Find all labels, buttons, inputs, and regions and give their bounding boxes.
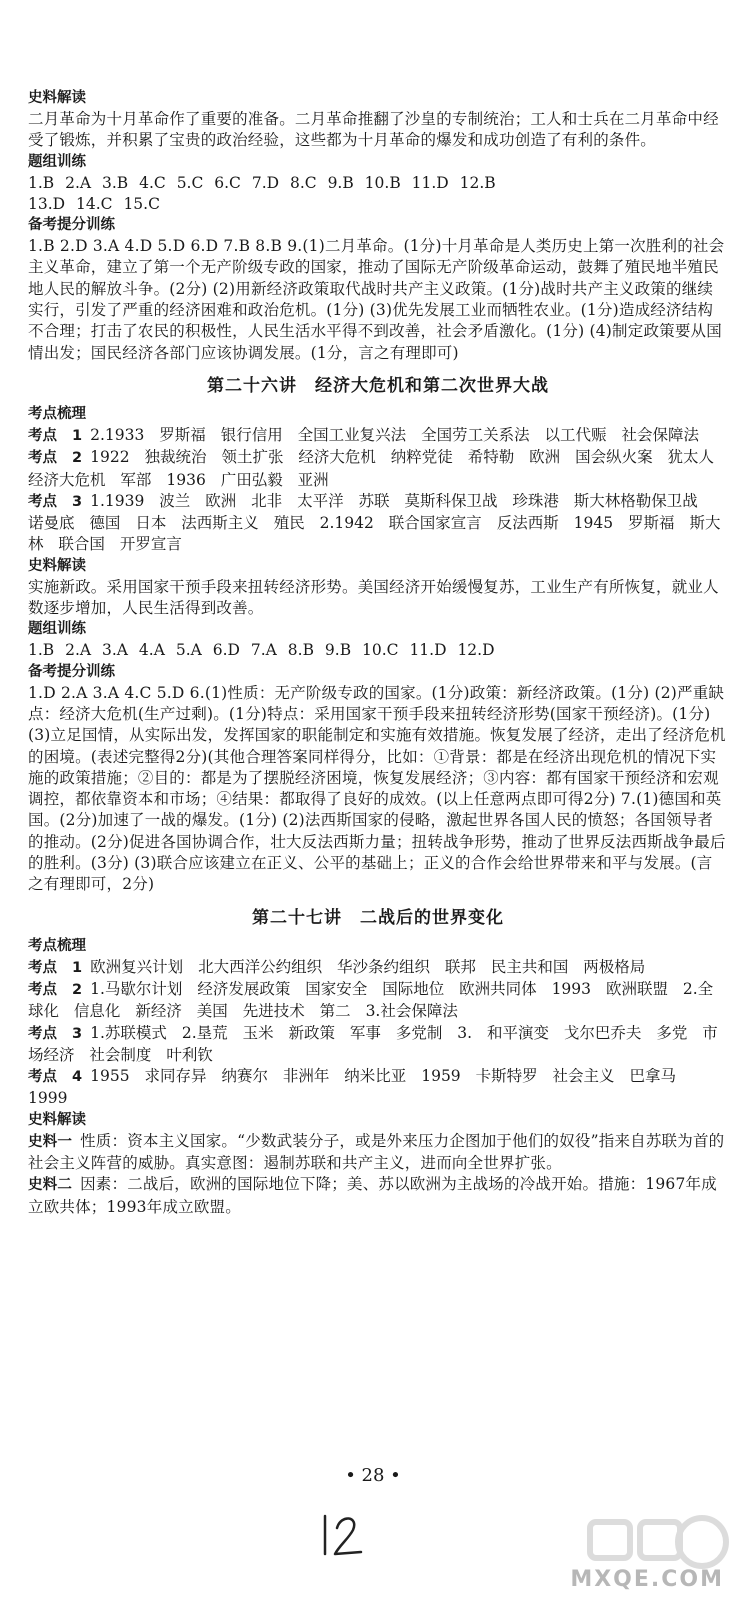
page-number: • 28 • — [345, 1465, 401, 1486]
paragraph: 实施新政。采用国家干预手段来扭转经济形势。美国经济开始缓慢复苏，工业生产有所恢复，就业人数逐步增加，人民生活得到改善。 — [28, 577, 719, 618]
kaodian-item — [28, 957, 728, 979]
kaodian-label: 考点 2 — [28, 450, 83, 467]
section-heading: 史料解读 — [28, 1111, 86, 1128]
shiliao-text: 因素：二战后，欧洲的国际地位下降；美、苏以欧洲为主战场的冷战开始。措施：1967年成立欧共体；1993年成立欧盟。 — [28, 1175, 717, 1216]
watermark-text: MXQE.COM — [570, 1567, 724, 1592]
kaodian-label: 考点 2 — [28, 981, 83, 998]
section-heading: 史料解读 — [28, 90, 86, 106]
lecture-title: 第二十六讲 经济大危机和第二次世界大战 — [207, 375, 549, 396]
kaodian-text: 欧洲复兴计划 北大西洋公约组织 华沙条约组织 联邦 民主共和国 两极格局 — [90, 957, 646, 976]
section-heading: 考点梳理 — [28, 937, 86, 954]
answer-line: 1.B 2.A 3.B 4.C 5.C 6.C 7.D 8.C 9.B 10.B 11.D 12.B — [28, 173, 496, 192]
kaodian-text: 2.1933 罗斯福 银行信用 全国工业复兴法 全国劳工关系法 以工代赈 社会保障法 — [90, 425, 699, 444]
kaodian-text: 1.马歇尔计划 经济发展政策 国家安全 国际地位 欧洲共同体 1993 欧洲联盟 2.全球化 信息化 新经济 美国 先进技术 第二 3.社会保障法 — [28, 979, 714, 1021]
kaodian-item — [28, 425, 728, 447]
shiliao-item — [28, 1174, 728, 1218]
shiliao-label: 史料一 — [28, 1133, 73, 1150]
handwritten-12-icon — [315, 1508, 371, 1560]
kaodian-label: 考点 4 — [28, 1069, 83, 1086]
kaodian-item — [28, 979, 728, 1023]
shiliao-label: 史料二 — [28, 1177, 73, 1194]
kaodian-label: 考点 3 — [28, 1025, 83, 1042]
kaodian-text: 1.苏联模式 2.垦荒 玉米 新政策 军事 多党制 3. 和平演变 戈尔巴乔夫 多党 市场经济 社会制度 叶利钦 — [28, 1023, 718, 1064]
kaodian-item — [28, 447, 728, 491]
answer-line: 13.D 14.C 15.C — [28, 194, 160, 213]
answer-page — [28, 88, 728, 1218]
lecture-title: 第二十七讲 二战后的世界变化 — [252, 907, 504, 928]
paragraph: 1.D 2.A 3.A 4.C 5.D 6.(1)性质：无产阶级专政的国家。(1分)政策：新经济政策。(1分) (2)严重缺点：经济大危机(生产过剩)。(1分)特点：采用国家干预手段来扭转经济形势(国家干预经济)。(1分) (3)立足国情，从实际出发，发挥国家的职能制定和实施有效措施。恢复发展了经济，走出了经济危机的困境。(表述完整得2分)(其他合理答案同样得分，比如：①背景：都是在经济出现危机的情况下实施的政策措施；②目的：都是为了摆脱经济困境，恢复发展经济；③内容：都有国家干预经济和宏观调控，都依靠资本和市场；④结果：都取得了良好的成效。(以上任意两点即可得2分) 7.(1)德国和英国。(2分)加速了一战的爆发。(1分) (2)法西斯国家的侵略，激起世界各国人民的愤怒；各国领导者的推动。(2分)促进各国协调合作，壮大反法西斯力量；扭转战争形势，推动了世界反法西斯战争最后的胜利。(3分) (3)联合应该建立在正义、公平的基础上；正义的合作会给世界带来和平与发展。(言之有理即可，2分) — [28, 683, 726, 894]
kaodian-text: 1922 独裁统治 领土扩张 经济大危机 纳粹党徒 希特勒 欧洲 国会纵火案 犹太人 经济大危机 军部 1936 广田弘毅 亚洲 — [28, 448, 715, 489]
kaodian-label: 考点 3 — [28, 493, 83, 510]
section-heading: 备考提分训练 — [28, 663, 115, 680]
kaodian-item — [28, 1023, 728, 1067]
paragraph: 1.B 2.D 3.A 4.D 5.D 6.D 7.B 8.B 9.(1)二月革命。(1分)十月革命是人类历史上第一次胜利的社会主义革命，建立了第一个无产阶级专政的国家，推动了国际无产阶级革命运动，鼓舞了殖民地半殖民地人民的解放斗争。(2分) (2)用新经济政策取代战时共产主义政策。(1分)战时共产主义政策的继续实行，引发了严重的经济困难和政治危机。(1分) (3)优先发展工业而牺牲农业。(1分)造成经济结构不合理；打击了农民的积极性，人民生活水平得不到改善，社会矛盾激化。(1分) (4)制定政策要从国情出发；国民经济各部门应该协调发展。(1分，言之有理即可) — [28, 237, 725, 362]
section-heading: 备考提分训练 — [28, 217, 115, 234]
answer-line: 1.B 2.A 3.A 4.A 5.A 6.D 7.A 8.B 9.B 10.C 11.D 12.D — [28, 641, 495, 660]
shiliao-text: 性质：资本主义国家。“少数武装分子，或是外来压力企图加于他们的奴役”指来自苏联为首的社会主义阵营的威胁。真实意图：遏制苏联和共产主义，进而向全世界扩张。 — [28, 1131, 725, 1172]
paragraph: 二月革命为十月革命作了重要的准备。二月革命推翻了沙皇的专制统治；工人和士兵在二月革命中经受了锻炼，并积累了宝贵的政治经验，这些都为十月革命的爆发和成功创造了有利的条件。 — [28, 110, 719, 150]
section-heading: 题组训练 — [28, 153, 86, 170]
section-heading: 考点梳理 — [28, 405, 86, 422]
shiliao-item — [28, 1131, 728, 1175]
kaodian-item — [28, 1066, 728, 1110]
kaodian-text: 1955 求同存异 纳赛尔 非洲年 纳米比亚 1959 卡斯特罗 社会主义 巴拿马 1999 — [28, 1067, 676, 1108]
section-heading: 史料解读 — [28, 557, 86, 574]
kaodian-text: 1.1939 波兰 欧洲 北非 太平洋 苏联 莫斯科保卫战 珍珠港 斯大林格勒保卫战 诺曼底 德国 日本 法西斯主义 殖民 2.1942 联合国家宣言 反法西斯 1945 罗斯福 斯大林 联合国 开罗宣言 — [28, 491, 721, 554]
kaodian-label: 考点 1 — [28, 959, 83, 976]
kaodian-label: 考点 1 — [28, 427, 83, 444]
section-heading: 题组训练 — [28, 621, 86, 638]
kaodian-item — [28, 491, 728, 556]
